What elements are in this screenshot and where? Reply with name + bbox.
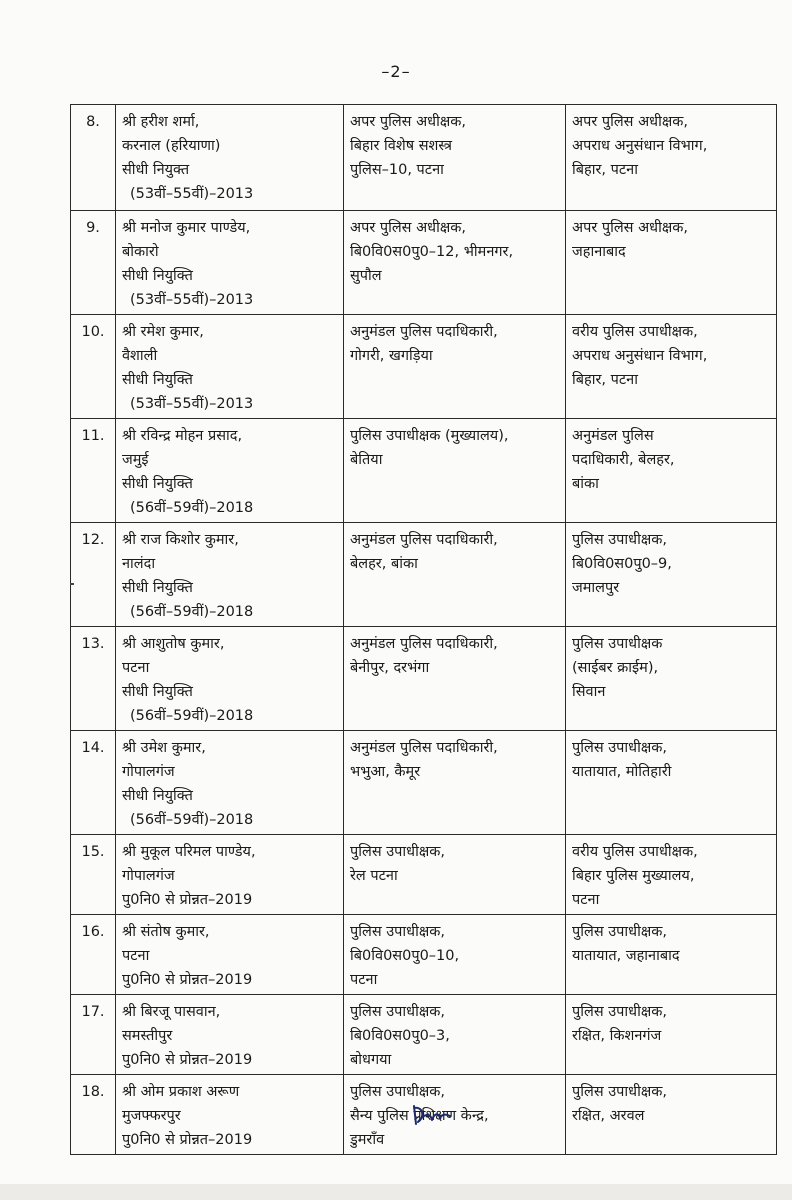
current-posting-line: अनुमंडल पुलिस पदाधिकारी, — [350, 636, 498, 652]
new-posting-line: बांका — [572, 476, 599, 492]
current-posting-line: बेलहर, बांका — [350, 556, 418, 572]
current-posting-line: अपर पुलिस अधीक्षक, — [350, 114, 466, 130]
current-posting-line: अनुमंडल पुलिस पदाधिकारी, — [350, 740, 498, 756]
current-posting-line: पुलिस उपाधीक्षक, — [350, 1004, 445, 1020]
current-posting-cell — [344, 835, 566, 915]
new-posting-cell — [566, 523, 777, 627]
current-posting-line: पुलिस–10, पटना — [350, 162, 444, 178]
home-district: पटना — [122, 660, 150, 676]
page-number: –2– — [381, 62, 411, 81]
officer-cell — [116, 835, 344, 915]
new-posting-line: पुलिस उपाधीक्षक, — [572, 740, 667, 756]
batch-year: (56वीं–59वीं)–2018 — [130, 812, 254, 828]
current-posting-line: अपर पुलिस अधीक्षक, — [350, 220, 466, 236]
batch-year: (53वीं–55वीं)–2013 — [130, 186, 254, 202]
new-posting-cell — [566, 1075, 777, 1155]
serial-number-cell: 17. — [71, 995, 116, 1075]
home-district: पटना — [122, 948, 150, 964]
new-posting-line: बिहार, पटना — [572, 372, 638, 388]
new-posting-cell — [566, 731, 777, 835]
officer-cell — [116, 731, 344, 835]
current-posting-line: पुलिस उपाधीक्षक (मुख्यालय), — [350, 428, 509, 444]
serial-number-cell: 18. — [71, 1075, 116, 1155]
officer-cell — [116, 523, 344, 627]
home-district: जमुई — [122, 452, 149, 468]
officer-cell — [116, 315, 344, 419]
officer-name: श्री संतोष कुमार, — [122, 924, 210, 940]
officer-cell — [116, 419, 344, 523]
appointment-mode: सीधी नियुक्त — [122, 162, 190, 178]
new-posting-line: अपराध अनुसंधान विभाग, — [572, 138, 708, 154]
home-district: वैशाली — [122, 348, 158, 364]
serial-number-cell: 15. — [71, 835, 116, 915]
new-posting-line: वरीय पुलिस उपाधीक्षक, — [572, 324, 698, 340]
serial-number-cell: 11. — [71, 419, 116, 523]
new-posting-line: (साईबर क्राईम), — [572, 660, 659, 676]
table-row — [71, 627, 777, 731]
home-district: बोकारो — [122, 244, 159, 260]
appointment-mode: सीधी नियुक्ति — [122, 788, 193, 804]
new-posting-line: पुलिस उपाधीक्षक, — [572, 924, 667, 940]
serial-number-cell: 10. — [71, 315, 116, 419]
current-posting-cell — [344, 915, 566, 995]
new-posting-cell — [566, 211, 777, 315]
new-posting-cell — [566, 315, 777, 419]
serial-number-cell: 16. — [71, 915, 116, 995]
new-posting-line: वरीय पुलिस उपाधीक्षक, — [572, 844, 698, 860]
officer-name: श्री ओम प्रकाश अरूण — [122, 1084, 240, 1100]
officer-cell — [116, 995, 344, 1075]
new-posting-line: रक्षित, किशनगंज — [572, 1028, 662, 1044]
new-posting-line: यातायात, मोतिहारी — [572, 764, 672, 780]
batch-year: (56वीं–59वीं)–2018 — [130, 708, 254, 724]
transfer-table-body — [71, 105, 777, 1155]
page-bottom-edge — [0, 1184, 792, 1200]
home-district: करनाल (हरियाणा) — [122, 138, 221, 154]
batch-year: (53वीं–55वीं)–2013 — [130, 292, 254, 308]
batch-year: (56वीं–59वीं)–2018 — [130, 500, 254, 516]
appointment-mode: पु0नि0 से प्रोन्नत–2019 — [122, 972, 253, 988]
new-posting-line: पदाधिकारी, बेलहर, — [572, 452, 675, 468]
new-posting-line: पुलिस उपाधीक्षक — [572, 636, 663, 652]
appointment-mode: पु0नि0 से प्रोन्नत–2019 — [122, 892, 253, 908]
current-posting-line: बिहार विशेष सशस्त्र — [350, 138, 453, 154]
serial-number-cell: 12. — [71, 523, 116, 627]
officer-name: श्री मनोज कुमार पाण्डेय, — [122, 220, 251, 236]
appointment-mode: पु0नि0 से प्रोन्नत–2019 — [122, 1132, 253, 1148]
current-posting-line: पुलिस उपाधीक्षक, — [350, 844, 445, 860]
new-posting-cell — [566, 105, 777, 211]
new-posting-line: बिहार, पटना — [572, 162, 638, 178]
current-posting-cell — [344, 315, 566, 419]
new-posting-line: पुलिस उपाधीक्षक, — [572, 532, 667, 548]
serial-number-cell: 13. — [71, 627, 116, 731]
new-posting-line: बिहार पुलिस मुख्यालय, — [572, 868, 695, 884]
current-posting-line: बि0वि0स0पु0–12, भीमनगर, — [350, 244, 514, 260]
appointment-mode: सीधी नियुक्ति — [122, 684, 193, 700]
table-row — [71, 419, 777, 523]
current-posting-cell — [344, 211, 566, 315]
current-posting-line: सैन्य पुलिस प्रशिक्षण केन्द्र, — [350, 1108, 489, 1124]
current-posting-cell — [344, 731, 566, 835]
appointment-mode: सीधी नियुक्ति — [122, 372, 193, 388]
table-row — [71, 211, 777, 315]
new-posting-line: पटना — [572, 892, 600, 908]
home-district: मुजफ्फरपुर — [122, 1108, 181, 1124]
new-posting-line: जहानाबाद — [572, 244, 626, 260]
home-district: समस्तीपुर — [122, 1028, 173, 1044]
new-posting-line: अपर पुलिस अधीक्षक, — [572, 114, 688, 130]
new-posting-line: अपर पुलिस अधीक्षक, — [572, 220, 688, 236]
serial-number-cell: 9. — [71, 211, 116, 315]
new-posting-line: अपराध अनुसंधान विभाग, — [572, 348, 708, 364]
new-posting-cell — [566, 419, 777, 523]
current-posting-line: गोगरी, खगड़िया — [350, 348, 433, 364]
current-posting-line: अनुमंडल पुलिस पदाधिकारी, — [350, 324, 498, 340]
home-district: नालंदा — [122, 556, 156, 572]
new-posting-line: अनुमंडल पुलिस — [572, 428, 654, 444]
table-row — [71, 835, 777, 915]
officer-name: श्री बिरजू पासवान, — [122, 1004, 221, 1020]
table-row — [71, 995, 777, 1075]
current-posting-cell — [344, 627, 566, 731]
officer-name: श्री राज किशोर कुमार, — [122, 532, 239, 548]
batch-year: (53वीं–55वीं)–2013 — [130, 396, 254, 412]
new-posting-line: जमालपुर — [572, 580, 620, 596]
margin-mark — [70, 583, 74, 585]
officer-cell — [116, 211, 344, 315]
appointment-mode: पु0नि0 से प्रोन्नत–2019 — [122, 1052, 253, 1068]
officer-name: श्री रविन्द्र मोहन प्रसाद, — [122, 428, 243, 444]
officer-cell — [116, 105, 344, 211]
officer-name: श्री मुकूल परिमल पाण्डेय, — [122, 844, 256, 860]
table-row — [71, 731, 777, 835]
table-row — [71, 315, 777, 419]
appointment-mode: सीधी नियुक्ति — [122, 580, 193, 596]
new-posting-line: बि0वि0स0पु0–9, — [572, 556, 672, 572]
current-posting-cell — [344, 995, 566, 1075]
serial-number-cell: 14. — [71, 731, 116, 835]
current-posting-line: बेतिया — [350, 452, 383, 468]
officer-name: श्री रमेश कुमार, — [122, 324, 204, 340]
new-posting-line: पुलिस उपाधीक्षक, — [572, 1004, 667, 1020]
officer-name: श्री आशुतोष कुमार, — [122, 636, 225, 652]
current-posting-cell — [344, 523, 566, 627]
current-posting-line: सुपौल — [350, 268, 382, 284]
current-posting-line: पुलिस उपाधीक्षक, — [350, 1084, 445, 1100]
new-posting-line: पुलिस उपाधीक्षक, — [572, 1084, 667, 1100]
officer-cell — [116, 627, 344, 731]
current-posting-line: बि0वि0स0पु0–10, — [350, 948, 460, 964]
current-posting-cell — [344, 419, 566, 523]
home-district: गोपालगंज — [122, 868, 175, 884]
officer-name: श्री हरीश शर्मा, — [122, 114, 200, 130]
current-posting-line: बि0वि0स0पु0–3, — [350, 1028, 450, 1044]
new-posting-line: यातायात, जहानाबाद — [572, 948, 680, 964]
signature — [408, 1102, 456, 1130]
current-posting-line: भभुआ, कैमूर — [350, 764, 421, 780]
new-posting-cell — [566, 995, 777, 1075]
current-posting-cell — [344, 105, 566, 211]
new-posting-cell — [566, 915, 777, 995]
transfer-table — [70, 104, 777, 1155]
serial-number-cell: 8. — [71, 105, 116, 211]
home-district: गोपालगंज — [122, 764, 175, 780]
table-row — [71, 105, 777, 211]
current-posting-line: अनुमंडल पुलिस पदाधिकारी, — [350, 532, 498, 548]
officer-cell — [116, 1075, 344, 1155]
new-posting-line: रक्षित, अरवल — [572, 1108, 645, 1124]
current-posting-line: पटना — [350, 972, 378, 988]
officer-cell — [116, 915, 344, 995]
batch-year: (56वीं–59वीं)–2018 — [130, 604, 254, 620]
appointment-mode: सीधी नियुक्ति — [122, 476, 193, 492]
appointment-mode: सीधी नियुक्ति — [122, 268, 193, 284]
table-row — [71, 915, 777, 995]
current-posting-line: पुलिस उपाधीक्षक, — [350, 924, 445, 940]
table-row — [71, 523, 777, 627]
new-posting-line: सिवान — [572, 684, 606, 700]
current-posting-line: डुमराँव — [350, 1132, 385, 1148]
current-posting-line: बोधगया — [350, 1052, 392, 1068]
current-posting-line: बेनीपुर, दरभंगा — [350, 660, 430, 676]
current-posting-line: रेल पटना — [350, 868, 398, 884]
officer-name: श्री उमेश कुमार, — [122, 740, 206, 756]
new-posting-cell — [566, 835, 777, 915]
new-posting-cell — [566, 627, 777, 731]
